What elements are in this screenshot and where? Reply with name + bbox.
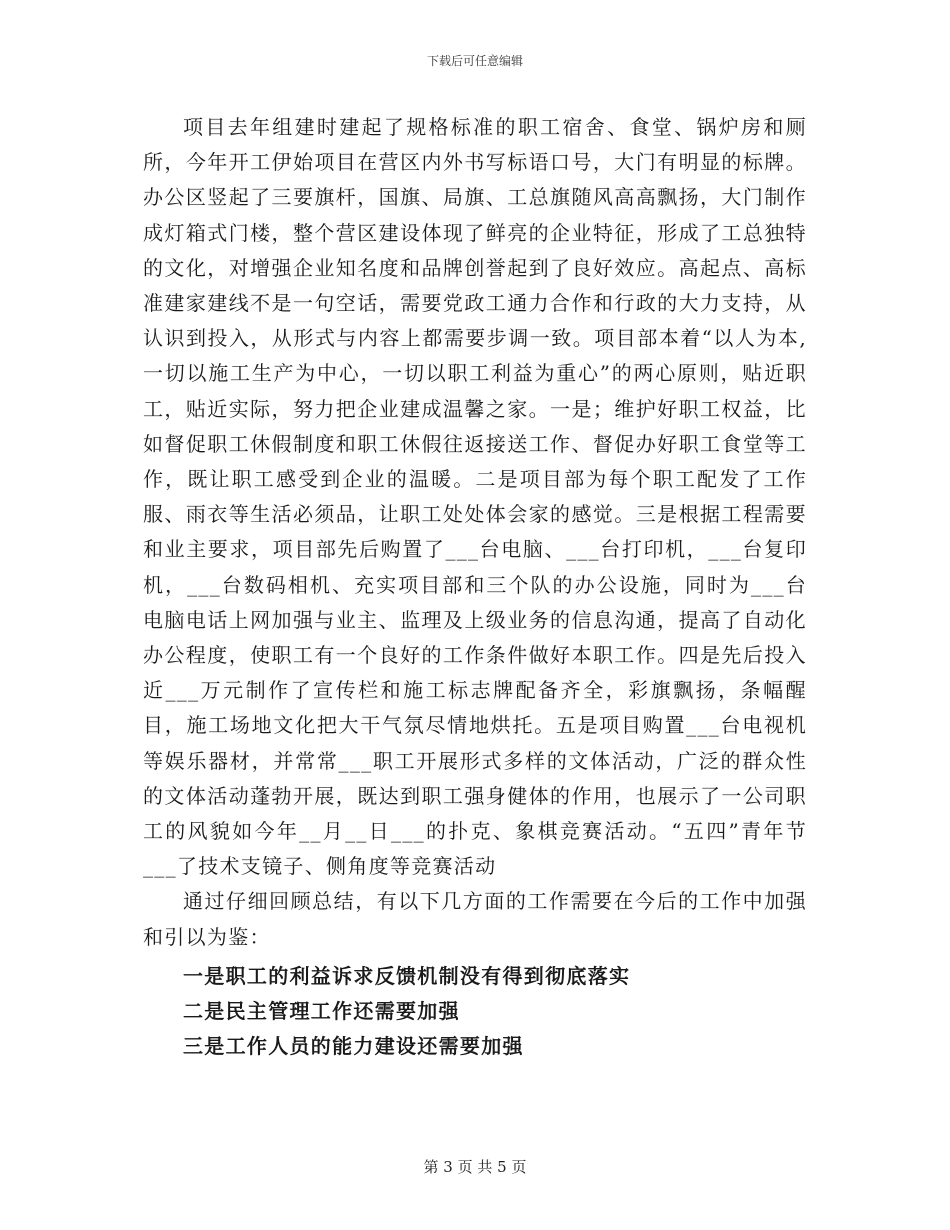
- document-body: [143, 110, 807, 1064]
- page-header-note: 下载后可任意编辑: [426, 54, 523, 68]
- body-paragraph-2: 通过仔细回顾总结，有以下几方面的工作需要在今后的工作中加强和引以为鉴：: [143, 889, 807, 949]
- page-number-footer: 第 3 页 共 5 页: [423, 1158, 527, 1176]
- body-paragraph-1: 项目去年组建时建起了规格标准的职工宿舍、食堂、锅炉房和厕所，今年开工伊始项目在营区内外书写标语口号，大门有明显的标牌。办公区竖起了三要旗杆，国旗、局旗、工总旗随风高高飘扬，大门制作成灯箱式门楼，整个营区建设体现了鲜亮的企业特征，形成了工总独特的文化，对增强企业知名度和品牌创誉起到了良好效应。高起点、高标准建家建线不是一句空话，需要党政工通力合作和行政的大力支持，从认识到投入，从形式与内容上都需要步调一致。项目部本着“以人为本,一切以施工生产为中心，一切以职工利益为重心”的两心原则，贴近职工，贴近实际，努力把企业建成温馨之家。一是；维护好职工权益，比如督促职工休假制度和职工休假往返接送工作、督促办好职工食堂等工作，既让职工感受到企业的温暖。二是项目部为每个职工配发了工作服、雨衣等生活必须品，让职工处处体会家的感觉。三是根据工程需要和业主要求，项目部先后购置了___台电脑、___台打印机，___台复印机，___台数码相机、充实项目部和三个队的办公设施，同时为___台电脑电话上网加强与业主、监理及上级业务的信息沟通，提高了自动化办公程度，使职工有一个良好的工作条件做好本职工作。四是先后投入近___万元制作了宣传栏和施工标志牌配备齐全，彩旗飘扬，条幅醒目，施工场地文化把大干气氛尽情地烘托。五是项目购置___台电视机等娱乐器材，并常常___职工开展形式多样的文体活动，广泛的群众性的文体活动蓬勃开展，既达到职工强身健体的作用，也展示了一公司职工的风貌如今年__月__日___的扑克、象棋竞赛活动。“五四”青年节___了技术支镜子、侧角度等竞赛活动: [143, 115, 807, 879]
- list-item-2: 二是民主管理工作还需要加强: [183, 999, 460, 1024]
- list-item-1: 一是职工的利益诉求反馈机制没有得到彻底落实: [183, 963, 631, 988]
- list-item-3: 三是工作人员的能力建设还需要加强: [183, 1034, 524, 1059]
